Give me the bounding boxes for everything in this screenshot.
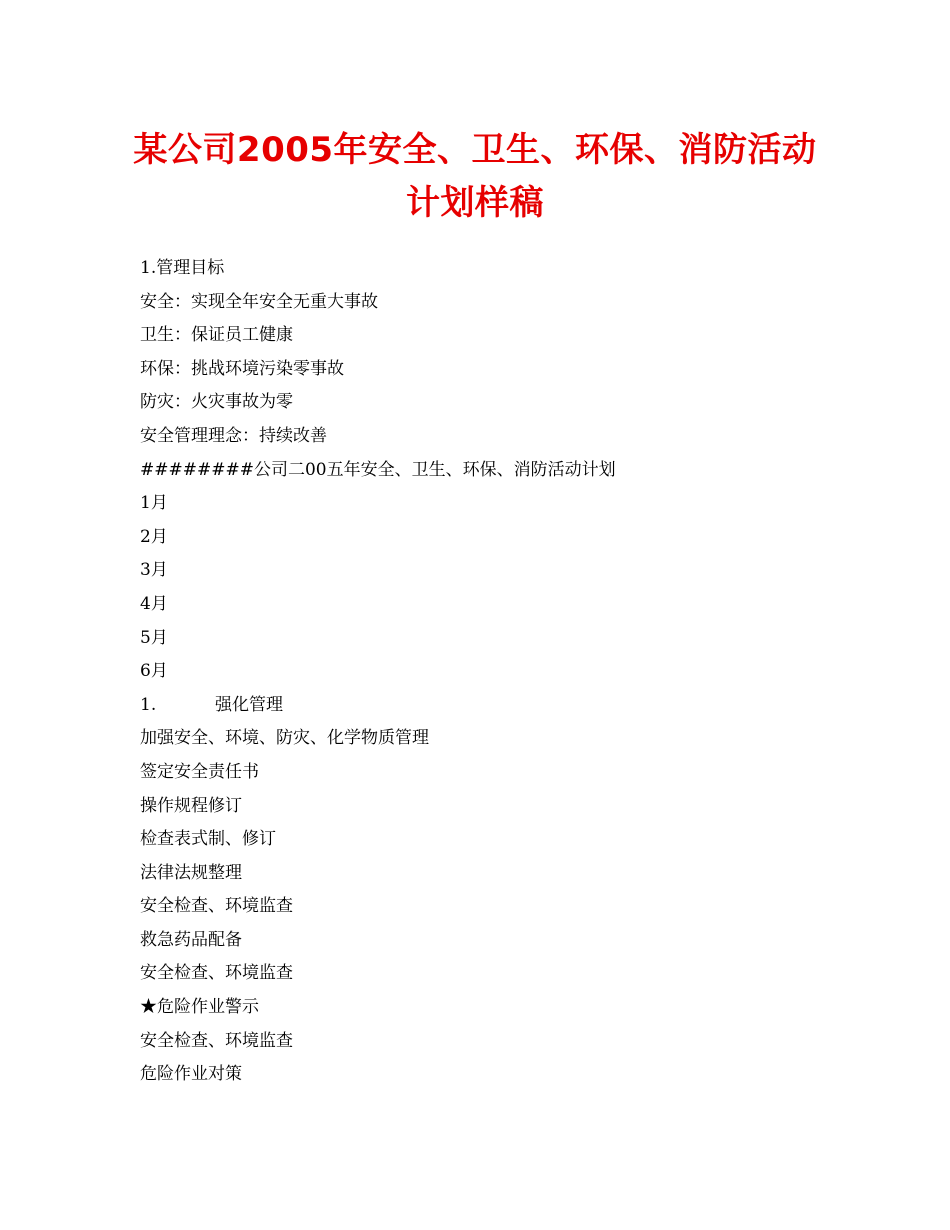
- list-item: 操作规程修订: [140, 795, 242, 816]
- list-item: 危险作业对策: [140, 1064, 242, 1085]
- list-item: 加强安全、环境、防灾、化学物质管理: [140, 728, 429, 749]
- month-3: 3月: [140, 560, 168, 581]
- goal-disaster-prevention: 防灾：火灾事故为零: [140, 392, 293, 413]
- month-5: 5月: [140, 627, 168, 648]
- month-2: 2月: [140, 526, 168, 547]
- section-heading: [140, 689, 840, 723]
- month-1: 1月: [140, 493, 168, 514]
- list-item: 救急药品配备: [140, 929, 242, 950]
- document-title: [100, 124, 850, 230]
- list-item: ★危险作业警示: [140, 997, 259, 1018]
- list-item: 法律法规整理: [140, 862, 242, 883]
- safety-philosophy: 安全管理理念：持续改善: [140, 425, 327, 446]
- title-line-2: 计划样稿: [406, 183, 544, 223]
- title-line-1: 某公司2005年安全、卫生、环保、消防活动: [133, 130, 817, 170]
- section-number: 1.: [140, 694, 157, 715]
- month-6: 6月: [140, 661, 168, 682]
- goal-safety: 安全：实现全年安全无重大事故: [140, 291, 378, 312]
- section-title: 强化管理: [215, 694, 283, 715]
- list-item: 检查表式制、修订: [140, 829, 276, 850]
- list-item: 安全检查、环境监查: [140, 1030, 293, 1051]
- list-item: 签定安全责任书: [140, 761, 259, 782]
- heading-management-goals: 1.管理目标: [140, 258, 225, 278]
- list-item: 安全检查、环境监查: [140, 896, 293, 917]
- list-item: 安全检查、环境监查: [140, 963, 293, 984]
- goal-environment: 环保：挑战环境污染零事故: [140, 358, 344, 379]
- document-body: [140, 252, 840, 1092]
- goal-hygiene: 卫生：保证员工健康: [140, 325, 293, 346]
- plan-heading: ########公司二00五年安全、卫生、环保、消防活动计划: [140, 459, 616, 480]
- month-4: 4月: [140, 593, 168, 614]
